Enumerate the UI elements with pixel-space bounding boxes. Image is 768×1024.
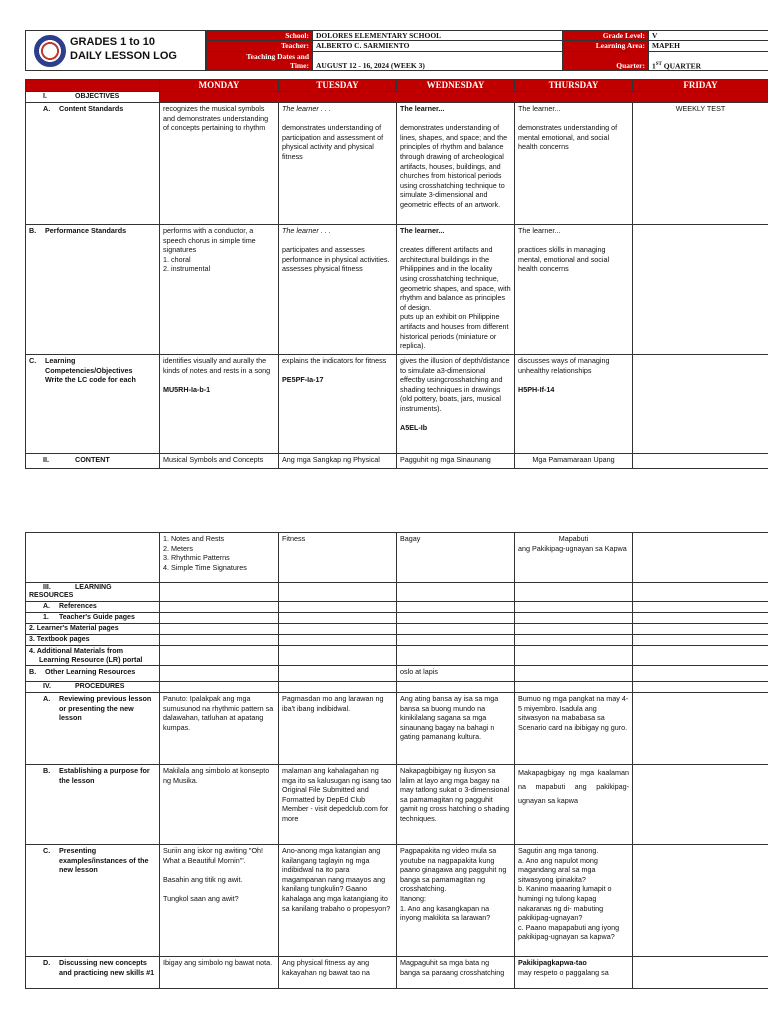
learning-area-value: MAPEH bbox=[649, 41, 768, 51]
content-standards-friday: WEEKLY TEST bbox=[633, 103, 768, 225]
procedure-b-thursday: Makapagbigay ng mga kaalaman na mapabuti ang pakikipag-ugnayan sa kapwa bbox=[515, 765, 633, 845]
procedure-b-tuesday: malaman ang kahalagahan ng mga ito sa kalusugan ng isang tao Original File Submitted and Formatted by DepEd Club Member - visit depedclub.com for more bbox=[279, 765, 397, 845]
learners-material-label: 2. Learner's Material pages bbox=[26, 624, 160, 635]
procedure-c-monday: Suriin ang iskor ng awiting "Oh! What a Beautiful Mornin'". Basahin ang titik ng awit. Tungkol saan ang awit? bbox=[160, 845, 279, 957]
performance-standards-thursday: The learner... practices skills in managing mental, emotional and social health concerns bbox=[515, 225, 633, 355]
procedure-d-wednesday: Magpaguhit sa mga bata ng banga sa paraang crosshatching bbox=[397, 957, 515, 989]
content-standards-label: A. Content Standards bbox=[26, 103, 160, 225]
performance-standards-friday bbox=[633, 225, 768, 355]
content-continued-label bbox=[26, 533, 160, 583]
procedure-a-label: A. Reviewing previous lesson or presenting the new lesson bbox=[26, 693, 160, 765]
content-monday-topics: 1. Notes and Rests 2. Meters 3. Rhythmic Patterns 4. Simple Time Signatures bbox=[160, 533, 279, 583]
deped-seal-logo bbox=[34, 35, 66, 67]
quarter-value: 1ST QUARTER bbox=[649, 51, 768, 71]
procedure-c-thursday: Sagutin ang mga tanong. a. Ano ang napulot mong magandang aral sa mga sitwasyong ipinakita? b. Kanino maaaring lumapit o humingi ng tulong kapag nakaranas ng di- mabuting pakikipag-ugnayan? c. Paano mapapabuti ang iyong pakikipag-ugnayan sa kapwa? bbox=[515, 845, 633, 957]
day-wednesday: WEDNESDAY bbox=[397, 80, 515, 92]
procedure-d-monday: Ibigay ang simbolo ng bawat nota. bbox=[160, 957, 279, 989]
corner-cell bbox=[26, 80, 160, 92]
section-objectives: I. OBJECTIVES bbox=[26, 92, 160, 103]
content-standards-tuesday: The learner . . . demonstrates understanding of participation and assessment of physical activity and physical fitness bbox=[279, 103, 397, 225]
content-standards-thursday: The learner... demonstrates understanding of mental emotional, and social health concerns bbox=[515, 103, 633, 225]
content-standards-wednesday: The learner... demonstrates understanding of lines, shapes, and space; and the principles of rhythm and balance through drawing of archeological artifacts, houses, buildings, and churches from historical periods using crosshatching technique to simulate 3-dimensional and geometric effects of an artwork. bbox=[397, 103, 515, 225]
competencies-label: C. Learning Competencies/Objectives Write the LC code for each bbox=[26, 355, 160, 454]
procedure-b-monday: Makilala ang simbolo at konsepto ng Musika. bbox=[160, 765, 279, 845]
content-standards-monday: recognizes the musical symbols and demonstrates understanding of concepts pertaining to rhythm bbox=[160, 103, 279, 225]
procedure-a-wednesday: Ang ating bansa ay isa sa mga bansa sa buong mundo na kinikilalang sagana sa mga sinaunang bagay na bahagi n gating pamanang kultura. bbox=[397, 693, 515, 765]
content-thursday: Mga Pamamaraan Upang bbox=[515, 454, 633, 469]
procedure-c-tuesday: Ano-anong mga katangian ang kailangang taglayin ng mga indibidwal na ito para magampanan nang maayos ang kanilang tungkulin? Gaano kahalaga ang mga katangiang ito sa kanilang trabaho o propesyon? bbox=[279, 845, 397, 957]
competencies-thursday: discusses ways of managing unhealthy relationships H5PH-If-14 bbox=[515, 355, 633, 454]
dates-value: AUGUST 12 - 16, 2024 (WEEK 3) bbox=[313, 51, 563, 71]
content-friday-continued bbox=[633, 533, 768, 583]
school-label: School: bbox=[207, 31, 313, 41]
procedure-c-label: C. Presenting examples/instances of the new lesson bbox=[26, 845, 160, 957]
day-thursday: THURSDAY bbox=[515, 80, 633, 92]
lesson-table-part-2 bbox=[25, 532, 768, 989]
textbook-pages-label: 3. Textbook pages bbox=[26, 635, 160, 646]
procedure-a-monday: Panuto: Ipalakpak ang mga sumusunod na rhythmic pattern sa dalawahan, tatluhan at apatang kumpas. bbox=[160, 693, 279, 765]
competencies-tuesday: explains the indicators for fitness PE5PF-Ia-17 bbox=[279, 355, 397, 454]
procedure-d-friday bbox=[633, 957, 768, 989]
references-label: A. References bbox=[26, 602, 160, 613]
day-tuesday: TUESDAY bbox=[279, 80, 397, 92]
grade-level-label: Grade Level: bbox=[563, 31, 649, 41]
dates-label: Teaching Dates and Time: bbox=[207, 51, 313, 71]
other-resources-wednesday: oslo at lapis bbox=[397, 666, 515, 682]
performance-standards-monday: performs with a conductor, a speech chorus in simple time signatures 1. choral 2. instrumental bbox=[160, 225, 279, 355]
objectives-bar bbox=[160, 92, 768, 103]
procedure-c-friday bbox=[633, 845, 768, 957]
content-friday bbox=[633, 454, 768, 469]
content-tuesday-continued: Fitness bbox=[279, 533, 397, 583]
school-value: DOLORES ELEMENTARY SCHOOL bbox=[313, 31, 563, 41]
teacher-label: Teacher: bbox=[207, 41, 313, 51]
procedure-a-thursday: Bumuo ng mga pangkat na may 4-5 miyembro. Isadula ang sitwasyon na mababasa sa Scenario card na ibibigay ng guro. bbox=[515, 693, 633, 765]
section-procedures: IV. PROCEDURES bbox=[26, 682, 160, 693]
procedure-b-label: B. Establishing a purpose for the lesson bbox=[26, 765, 160, 845]
content-wednesday-continued: Bagay bbox=[397, 533, 515, 583]
procedure-b-friday bbox=[633, 765, 768, 845]
competencies-monday: identifies visually and aurally the kinds of notes and rests in a song MU5RH-Ia-b-1 bbox=[160, 355, 279, 454]
section-learning-resources: III. LEARNING RESOURCES bbox=[26, 583, 160, 602]
lesson-log-header bbox=[25, 30, 768, 72]
content-label: II. CONTENT bbox=[26, 454, 160, 469]
procedure-d-label: D. Discussing new concepts and practicing new skills #1 bbox=[26, 957, 160, 989]
competencies-friday bbox=[633, 355, 768, 454]
teachers-guide-label: 1. Teacher's Guide pages bbox=[26, 613, 160, 624]
content-monday: Musical Symbols and Concepts bbox=[160, 454, 279, 469]
content-wednesday: Pagguhit ng mga Sinaunang bbox=[397, 454, 515, 469]
performance-standards-tuesday: The learner . . . participates and assesses performance in physical activities. assesses physical fitness bbox=[279, 225, 397, 355]
content-tuesday: Ang mga Sangkap ng Physical bbox=[279, 454, 397, 469]
procedure-d-tuesday: Ang physical fitness ay ang kakayahan ng bawat tao na bbox=[279, 957, 397, 989]
procedure-d-thursday: Pakikipagkapwa-tao may respeto o paggalang sa bbox=[515, 957, 633, 989]
day-monday: MONDAY bbox=[160, 80, 279, 92]
additional-materials-label: 4. Additional Materials from Learning Resource (LR) portal bbox=[26, 646, 160, 666]
quarter-label: Quarter: bbox=[563, 51, 649, 71]
title-daily-lesson-log: DAILY LESSON LOG bbox=[70, 50, 177, 62]
other-resources-label: B. Other Learning Resources bbox=[26, 666, 160, 682]
title-grades: GRADES 1 to 10 bbox=[70, 36, 155, 48]
procedure-a-friday bbox=[633, 693, 768, 765]
performance-standards-label: B. Performance Standards bbox=[26, 225, 160, 355]
content-thursday-continued: Mapabuti ang Pakikipag-ugnayan sa Kapwa bbox=[515, 533, 633, 583]
competencies-wednesday: gives the illusion of depth/distance to simulate a3-dimensional effectby usingcrosshatching and shading techniques in drawings (old pottery, boats, jars, musical instruments). A5EL-Ib bbox=[397, 355, 515, 454]
lesson-table-part-1 bbox=[25, 79, 768, 469]
procedure-b-wednesday: Nakapagbibigay ng ilusyon sa lalim at layo ang mga bagay na may tatlong sukat o 3-dimensional sa pamamagitan ng pagguhit gamit ng cross hatching o shading techniques. bbox=[397, 765, 515, 845]
teacher-value: ALBERTO C. SARMIENTO bbox=[313, 41, 563, 51]
header-info-grid bbox=[206, 30, 768, 71]
procedure-c-wednesday: Pagpapakita ng video mula sa youtube na nagpapakita kung paano ginagawa ang pagguhit ng banga sa pamamagitan ng crosshatching. Itanong: 1. Ano ang kasangkapan na inyong makikita sa larawan? bbox=[397, 845, 515, 957]
grade-level-value: V bbox=[649, 31, 768, 41]
title-block bbox=[25, 30, 206, 71]
learning-area-label: Learning Area: bbox=[563, 41, 649, 51]
procedure-a-tuesday: Pagmasdan mo ang larawan ng iba't ibang indibidwal. bbox=[279, 693, 397, 765]
day-friday: FRIDAY bbox=[633, 80, 768, 92]
performance-standards-wednesday: The learner... creates different artifacts and architectural buildings in the Philippines and in the locality using crosshatching technique, geometric shapes, and space, with rhythm and balance as principles of design. puts up an exhibit on Philippine artifacts and houses from different historical periods (miniature or replica). bbox=[397, 225, 515, 355]
